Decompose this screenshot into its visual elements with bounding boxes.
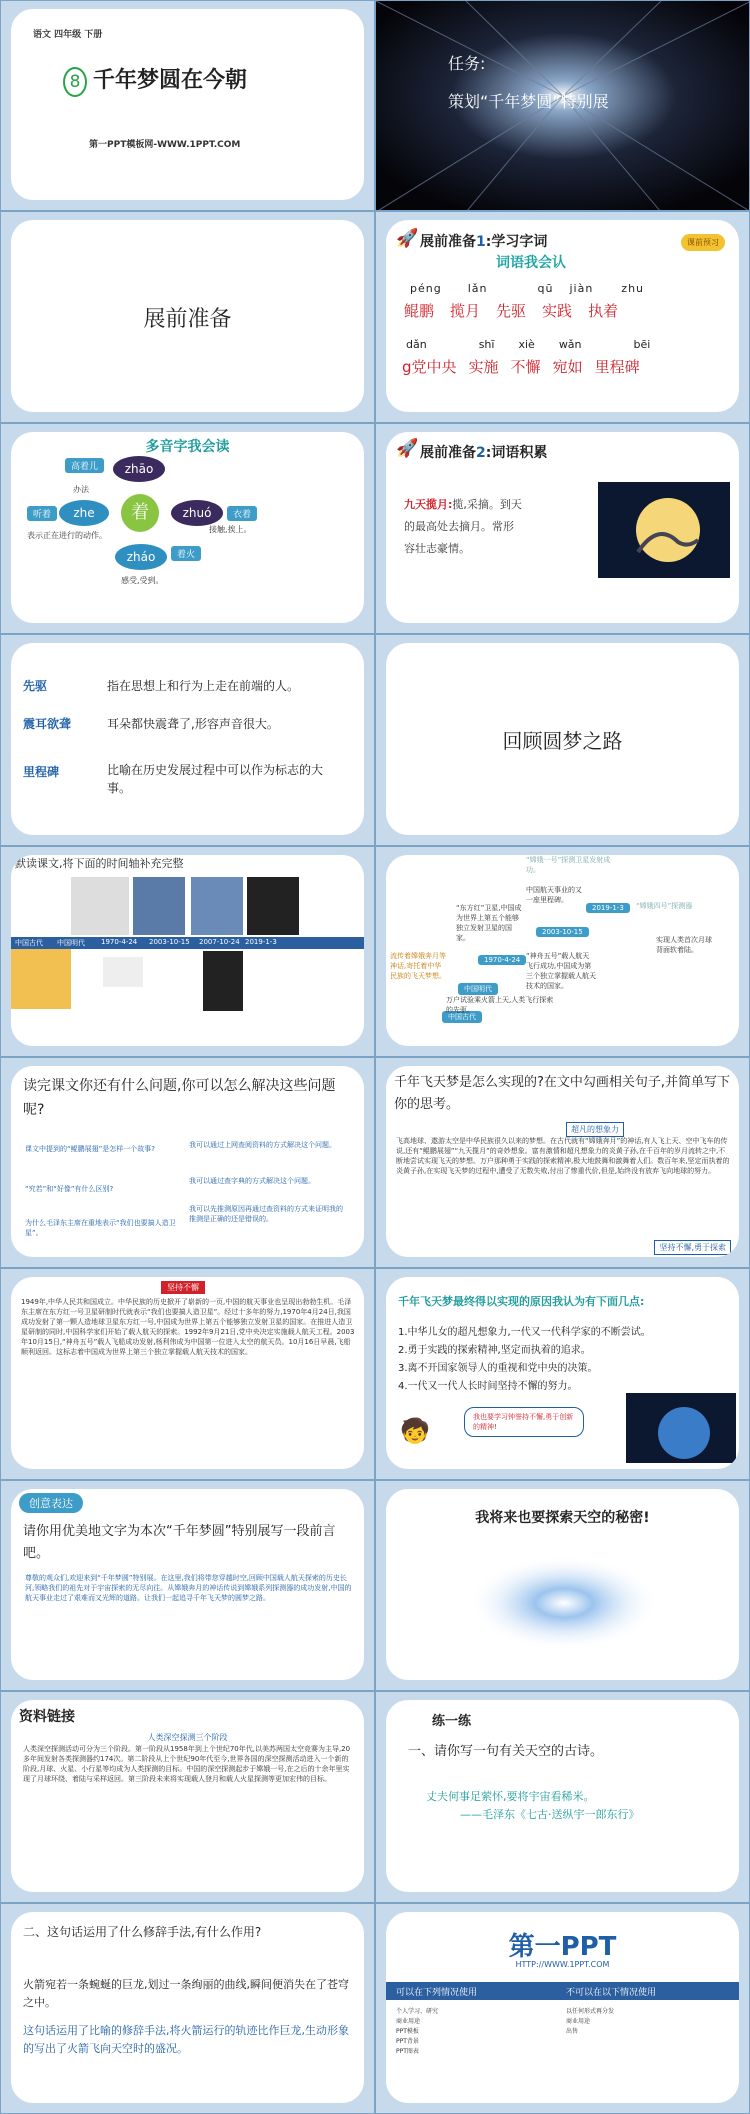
- words-row-2: g党中央 实施 不懈 宛如 里程碑: [402, 358, 640, 377]
- reason-1: 1.中华儿女的超凡想象力,一代又一代科学家的不断尝试。: [398, 1327, 651, 1339]
- tl-label-6: 2019-1-3: [245, 937, 277, 946]
- slide-prep[interactable]: [0, 211, 375, 422]
- slide-timeline-steps[interactable]: [375, 846, 750, 1057]
- lesson-title: 千年梦圆在今朝: [93, 68, 248, 93]
- slide-resources[interactable]: [0, 1691, 375, 1902]
- tag-zhaohuo: 着火: [171, 546, 201, 561]
- accumulate-heading: 展前准备2:词语积累: [420, 444, 548, 461]
- slide-creative[interactable]: [0, 1480, 375, 1691]
- speech-bubble: 我也要学习钟誉持不懈,勇于创新的精神!: [464, 1407, 584, 1437]
- grade-label: 语文 四年级 下册: [33, 30, 103, 40]
- step-1: 中国古代: [442, 1011, 482, 1023]
- usage-left-5: PPT图表: [396, 2047, 419, 2055]
- question-1: 课文中提到的“鲲鹏展翅”是怎样一个故事?: [25, 1145, 155, 1153]
- tl-text-3: “东方红”卫星,中国成为世界上第五个能够独立发射卫星的国家。: [456, 903, 522, 942]
- resources-passage: 人类深空探测活动可分为三个阶段。第一阶段从1958年到上个世纪70年代,以美苏两国太空竞赛为主导,20多年间发射各类探测器约174次。第二阶段从上个世纪90年代至今,世界各国的深空探测活动进入一个新的阶段,月球、火星、小行星等均成为人类探测的目标。中国的深空探测起步于嫦娥一号,在之后的十余年里实现了月球环绕、着陆与采样返回。第三阶段未来将实现载人登月和载人火星探测等更加宏伟的目标。: [23, 1745, 351, 1784]
- pinyin-row-1: péng lǎn qū jiàn zhu: [410, 282, 645, 296]
- accumulate-text: 九天揽月:揽,采摘。到天的最高处去摘月。常形容壮志豪情。: [404, 497, 522, 555]
- tl-label-4: 2003-10-15: [149, 937, 190, 946]
- usage-right-title: 不可以在以下情况使用: [566, 1987, 657, 1998]
- resources-title: 资料链接: [19, 1709, 75, 1726]
- def-text-1: 指在思想上和行为上走在前端的人。: [107, 679, 300, 694]
- practice-title: 练一练: [432, 1714, 472, 1730]
- tag-gaozhaoer: 高着儿: [65, 458, 104, 473]
- reason-3: 3.离不开国家领导人的重视和党中央的决策。: [398, 1363, 598, 1375]
- words-subtitle: 词语我会认: [496, 255, 566, 272]
- tl-label-2: 中国明代: [57, 938, 85, 947]
- prep-title: 展前准备: [143, 307, 232, 333]
- slide-polyphone[interactable]: [0, 423, 375, 634]
- slide-accumulate[interactable]: [375, 423, 750, 634]
- moon-goddess-image: [598, 482, 730, 578]
- tl-text-2: 万户试验乘火箭上天,人类飞行探索的先驱。: [446, 995, 554, 1014]
- def-word-3: 里程碑: [23, 765, 60, 780]
- site-label: 第一PPT模板网-WWW.1PPT.COM: [89, 140, 241, 150]
- review-title: 回顾圆梦之路: [502, 729, 623, 754]
- slide-analysis[interactable]: [375, 1057, 750, 1268]
- slide-practice[interactable]: [375, 1691, 750, 1902]
- creative-tag: 创意表达: [19, 1493, 83, 1513]
- slide-review[interactable]: [375, 634, 750, 845]
- galaxy-image: [464, 1553, 664, 1653]
- note-progress: 表示正在进行的动作。: [27, 530, 107, 540]
- lesson-number: 8: [63, 67, 87, 97]
- tag-tingzhe: 听着: [27, 506, 57, 521]
- brand-logo: 第一PPT: [508, 1931, 617, 1962]
- usage-left-title: 可以在下列情况使用: [396, 1987, 478, 1998]
- preview-button[interactable]: 课前预习: [681, 234, 725, 251]
- resources-subtitle: 人类深空探测三个阶段: [147, 1733, 228, 1743]
- task-description: 策划“千年梦圆”特别展: [448, 92, 609, 111]
- creative-title: 请你用优美地文字为本次“千年梦圆”特别展写一段前言吧。: [23, 1523, 336, 1561]
- note-persistence: 坚持不懈,勇于探索: [654, 1240, 731, 1255]
- task-label: 任务:: [448, 54, 486, 73]
- student-icon: 🧒: [400, 1417, 430, 1446]
- step-4: 2003-10-15: [536, 927, 589, 937]
- explore-title: 我将来也要探索天空的秘密!: [475, 1509, 650, 1526]
- slide-rhetoric[interactable]: [0, 1903, 375, 2114]
- note-feel: 感受,受到。: [121, 575, 164, 585]
- analysis-title: 千年飞天梦是怎么实现的?在文中勾画相关句子,并简单写下你的思考。: [394, 1075, 731, 1112]
- history-passage: 1949年,中华人民共和国成立。中华民族的历史掀开了崭新的一页,中国的航天事业也呈现出勃勃生机。毛泽东主席在东方红一号卫星研制时代就表示“我们也要搞人造卫星”。经过十多年的努力,1970年4月24日,我国成功发射了第一颗人造地球卫星东方红一号,中国成为世界上第五个能够独立发射卫星的国家。在推进人造卫星研制的同时,中国科学家们开始了载人航天的探索。1992年9月21日,党中央决定实施载人航天工程。2003年10月15日,“神舟五号”载人飞船成功发射,杨利伟成为中国第一位进入太空的航天员。10月16日早晨,飞船顺利返回。这标志着中国成为世界上第三个独立掌握载人航天技术的国家。: [21, 1298, 355, 1357]
- note-banfa: 办法: [73, 484, 89, 494]
- rocket-icon: 🚀: [396, 228, 419, 250]
- timeline-images: [11, 855, 364, 1045]
- tag-yizhuo: 衣着: [227, 506, 257, 521]
- step-3: 1970-4-24: [478, 955, 526, 965]
- question-2: “究若”和“好像”有什么区别?: [25, 1185, 114, 1193]
- polyphone-title: 多音字我会读: [145, 438, 230, 455]
- answer-2: 我可以通过查字典的方式解决这个问题。: [189, 1177, 315, 1185]
- node-zhao1: zhāo: [113, 456, 165, 482]
- timeline-task-title: 默读课文,将下面的时间轴补充完整: [15, 856, 184, 870]
- rhetoric-question: 二、这句话运用了什么修辞手法,有什么作用?: [23, 1924, 262, 1939]
- rhetoric-sentence: 火箭宛若一条蜿蜒的巨龙,划过一条绚丽的曲线,瞬间便消失在了苍穹之中。: [23, 1977, 349, 2009]
- slide-definitions[interactable]: [0, 634, 375, 845]
- note-imagination: 超凡的想象力: [566, 1122, 624, 1137]
- tl-text-6: “嫦娥一号”探测卫星发射成功。: [526, 855, 611, 874]
- answer-3: 我可以先推测原因再通过查资料的方式来证明我的推测是正确的还是错误的。: [189, 1205, 343, 1223]
- brand-url[interactable]: HTTP://WWW.1PPT.COM: [515, 1959, 610, 1969]
- rocket-icon: 🚀: [396, 437, 419, 459]
- rhetoric-answer: 这句话运用了比喻的修辞手法,将火箭运行的轨迹比作巨龙,生动形象的写出了火箭飞向天空时的盛况。: [23, 2023, 349, 2055]
- reason-2: 2.勇于实践的探索精神,坚定而执着的追求。: [398, 1345, 591, 1357]
- slide-explore[interactable]: [375, 1480, 750, 1691]
- center-char: 着: [121, 494, 159, 532]
- prep-heading: 展前准备1:学习字词: [420, 234, 548, 251]
- tl-label-1: 中国古代: [15, 938, 43, 947]
- def-text-2: 耳朵都快震聋了,形容声音很大。: [107, 717, 279, 732]
- creative-passage: 尊敬的观众们,欢迎来到“千年梦圆”特别展。在这里,我们将带您穿越时空,回顾中国载人航天探索的历史长河,领略我们的祖先对于宇宙探索的无尽向往。从嫦娥奔月的神话传说到嫦娥系列探测器的成功发射,中国的航天事业走过了艰难而又光辉的道路。让我们一起追寻千年飞天梦的圆梦之路。: [25, 1573, 352, 1602]
- analysis-passage: 飞高地球、遨游太空是中华民族很久以来的梦想。在古代就有“嫦娥奔月”的神话,有人飞上天、空中飞车的传说,还有“鲲鹏展翅”“九天揽月”的奇妙想象。富有激情和超凡想象力的炎黄子孙,在千百年的岁月流转之中,不断地尝试实现飞天的梦想。万户那种勇于实践的探索精神,极大地鼓舞和激舞着人们。数百年来,坚定而执着的炎黄子孙,在实现飞天梦的过程中,遭受了无数失败,付出了惨重代价,但是,始终没有放弃飞向地球的努力。: [396, 1137, 730, 1175]
- tl-text-8: 实现人类首次月球背面软着陆。: [656, 935, 712, 954]
- node-zhe: zhe: [59, 500, 109, 526]
- words-row-1: 鲲鹏 揽月 先驱 实践 执着: [404, 302, 619, 321]
- slide-words[interactable]: [375, 211, 750, 422]
- earth-image: [626, 1393, 736, 1463]
- usage-right-1: 以任何形式再分发: [566, 2007, 615, 2015]
- poem-source: ——毛泽东《七古·送纵宇一郎东行》: [460, 1808, 640, 1822]
- def-word-1: 先驱: [23, 679, 48, 694]
- def-text-3: 比喻在历史发展过程中可以作为标志的大事。: [107, 763, 324, 796]
- reason-4: 4.一代又一代人长时间坚持不懈的努力。: [398, 1381, 578, 1393]
- practice-question: 一、请你写一句有关天空的古诗。: [408, 1744, 604, 1760]
- usage-right-2: 商业用途: [566, 2017, 591, 2025]
- step-2: 中国明代: [458, 983, 498, 995]
- usage-left-1: 个人学习、研究: [396, 2007, 439, 2015]
- answer-1: 我可以通过上网查阅资料的方式解决这个问题。: [189, 1141, 336, 1149]
- tl-text-7: “嫦娥四号”探测器: [636, 901, 693, 910]
- slide-title[interactable]: [0, 0, 375, 211]
- node-zhao2: zháo: [115, 544, 167, 570]
- usage-left-3: PPT模板: [396, 2027, 419, 2035]
- tl-text-5: 中国航天事业的又一座里程碑。: [526, 885, 582, 904]
- slide-task[interactable]: [375, 0, 750, 211]
- poem-line: 丈夫何事足萦怀,要将宇宙看稀米。: [426, 1790, 595, 1804]
- usage-right-3: 出售: [566, 2027, 579, 2035]
- reasons-title: 千年飞天梦最终得以实现的原因我认为有下面几点:: [398, 1295, 645, 1309]
- usage-left-4: PPT背景: [396, 2037, 419, 2045]
- def-word-2: 震耳欲聋: [23, 717, 72, 732]
- tl-label-3: 1970-4-24: [101, 937, 138, 946]
- slide-reasons[interactable]: [375, 1268, 750, 1479]
- note-contact: 接触,挨上。: [209, 524, 252, 534]
- step-5: 2019-1-3: [586, 903, 630, 913]
- slide-timeline-task[interactable]: [0, 846, 375, 1057]
- pinyin-row-2: dǎn shī xiè wǎn bēi: [406, 338, 651, 352]
- node-zhuo: zhuó: [171, 500, 223, 526]
- question-3: 为什么毛泽东主席在重地表示“我们也要搞人造卫星”。: [25, 1219, 176, 1237]
- slide-history[interactable]: [0, 1268, 375, 1479]
- questions-title: 读完课文你还有什么问题,你可以怎么解决这些问题呢?: [23, 1078, 336, 1118]
- slide-brand[interactable]: [375, 1903, 750, 2114]
- tl-label-5: 2007-10-24: [199, 937, 240, 946]
- usage-left-2: 商业用途: [396, 2017, 421, 2025]
- persistence-badge: 坚持不懈: [161, 1281, 205, 1294]
- tl-text-4: “神舟五号”载人航天飞行成功,中国成为第三个独立掌握载人航天技术的国家。: [526, 951, 596, 990]
- tl-text-1: 流传着嫦娥奔月等神话,寄托着中华民族的飞天梦想。: [390, 951, 446, 980]
- slide-questions[interactable]: [0, 1057, 375, 1268]
